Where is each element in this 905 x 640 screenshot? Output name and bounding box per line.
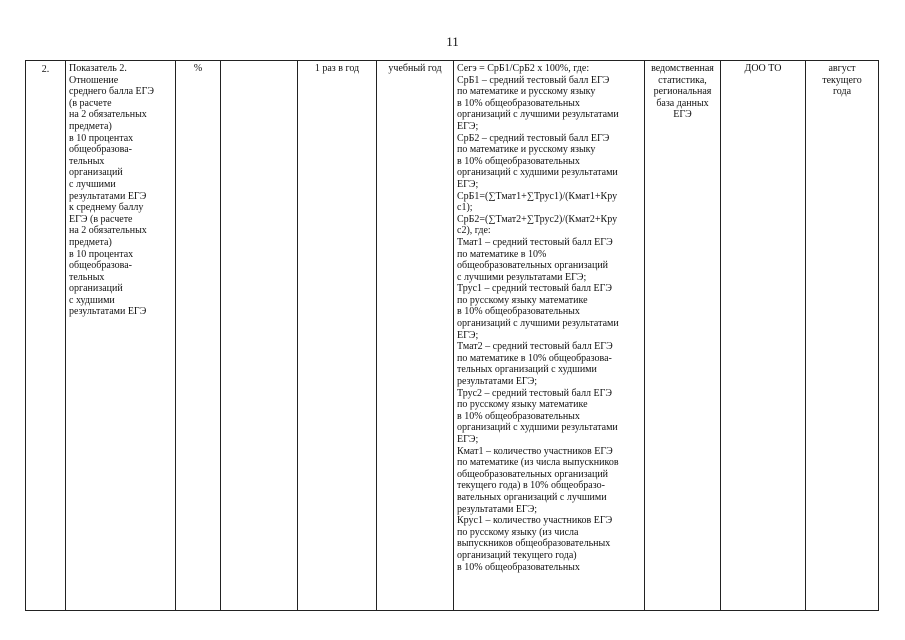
data-source bbox=[648, 63, 717, 121]
indicator-line: среднего балла ЕГЭ bbox=[69, 86, 154, 98]
formula-line: СрБ2=(∑Тмат2+∑Трус2)/(Кмат2+Кру bbox=[457, 213, 618, 225]
row-number-cell: 2. bbox=[26, 61, 66, 611]
indicator-line: предмета) bbox=[69, 120, 112, 132]
formula-line: выпускников общеобразовательных bbox=[457, 538, 611, 550]
formula-line: в 10% общеобразовательных bbox=[457, 410, 580, 422]
indicator-line: в 10 процентах bbox=[69, 132, 134, 144]
data-source-line: региональная bbox=[653, 86, 712, 98]
frequency-cell: 1 раз в год bbox=[298, 61, 377, 611]
formula-line: Трус1 – средний тестовый балл ЕГЭ bbox=[457, 283, 613, 295]
indicator-line: в 10 процентах bbox=[69, 248, 134, 260]
formula-line: по математике в 10% bbox=[457, 248, 547, 260]
indicator-line: ЕГЭ (в расчете bbox=[69, 213, 133, 225]
indicator-line: тельных bbox=[69, 155, 105, 167]
formula-line: общеобразовательных организаций bbox=[457, 260, 609, 272]
indicator-line: общеобразова- bbox=[69, 144, 133, 156]
deadline-line: года bbox=[832, 86, 852, 98]
formula-line: организаций с лучшими результатами bbox=[457, 109, 619, 121]
formula-line: с2), где: bbox=[457, 225, 491, 237]
indicator-line: результатами ЕГЭ bbox=[69, 306, 147, 318]
indicator-line: организаций bbox=[69, 167, 123, 179]
indicator-line: с худшими bbox=[69, 294, 115, 306]
data-source-line: ЕГЭ bbox=[673, 109, 692, 121]
deadline-line: текущего bbox=[822, 74, 862, 86]
indicator-line: (в расчете bbox=[69, 97, 112, 109]
formula-line: по русскому языку математике bbox=[457, 399, 588, 411]
deadline-cell bbox=[806, 61, 879, 611]
formula-line: по математике и русскому языку bbox=[457, 144, 596, 156]
indicator-line: к среднему баллу bbox=[69, 202, 144, 214]
period-cell: учебный год bbox=[377, 61, 454, 611]
formula-line: Трус2 – средний тестовый балл ЕГЭ bbox=[457, 387, 613, 399]
formula-line: вательных организаций с лучшими bbox=[457, 491, 607, 503]
formula-line: ЕГЭ; bbox=[457, 434, 479, 445]
indicator-line: результатами ЕГЭ bbox=[69, 190, 147, 202]
indicator-line: общеобразова- bbox=[69, 260, 133, 272]
formula-line: организаций с худшими результатами bbox=[457, 422, 618, 434]
indicator-line: Отношение bbox=[69, 74, 119, 86]
formula-line: общеобразовательных организаций bbox=[457, 468, 609, 480]
formula-line: результатами ЕГЭ; bbox=[457, 503, 538, 515]
formula-line: ЕГЭ; bbox=[457, 329, 479, 341]
page-number: 11 bbox=[446, 34, 459, 49]
formula-line: в 10% общеобразовательных bbox=[457, 97, 580, 109]
formula-line: по русскому языку (из числа bbox=[457, 526, 579, 538]
data-source-line: статистика, bbox=[658, 74, 707, 86]
table-row bbox=[26, 61, 879, 611]
responsible-cell: ДОО ТО bbox=[721, 61, 806, 611]
formula-text bbox=[457, 63, 641, 573]
deadline bbox=[809, 63, 875, 98]
formula-line: СрБ1 – средний тестовый балл ЕГЭ bbox=[457, 74, 610, 86]
indicator-line: организаций bbox=[69, 283, 123, 295]
indicator-line: Показатель 2. bbox=[69, 63, 127, 74]
formula-line: текущего года) в 10% общеобразо- bbox=[457, 480, 605, 492]
formula-line: по математике и русскому языку bbox=[457, 86, 596, 98]
formula-line: организаций с худшими результатами bbox=[457, 167, 618, 179]
unit-cell: % bbox=[176, 61, 221, 611]
indicator-line: с лучшими bbox=[69, 178, 116, 190]
formula-line: с лучшими результатами ЕГЭ; bbox=[457, 271, 587, 283]
indicator-line: тельных bbox=[69, 271, 105, 283]
formula-line: в 10% общеобразовательных bbox=[457, 561, 580, 573]
deadline-line: август bbox=[828, 63, 856, 74]
data-source-line: база данных bbox=[656, 97, 709, 109]
formula-line: в 10% общеобразовательных bbox=[457, 155, 580, 167]
formula-line: с1); bbox=[457, 202, 473, 214]
formula-line: по математике (из числа выпускников bbox=[457, 457, 619, 469]
formula-line: ЕГЭ; bbox=[457, 178, 479, 190]
formula-line: Сегэ = СрБ1/СрБ2 x 100%, где: bbox=[457, 63, 590, 74]
formula-line: Тмат2 – средний тестовый балл ЕГЭ bbox=[457, 341, 613, 353]
formula-line: Кмат1 – количество участников ЕГЭ bbox=[457, 445, 613, 457]
formula-line: результатами ЕГЭ; bbox=[457, 376, 538, 388]
indicator-name bbox=[69, 63, 172, 318]
indicator-table bbox=[25, 60, 879, 611]
empty-cell bbox=[221, 61, 298, 611]
indicator-line: предмета) bbox=[69, 236, 112, 248]
formula-line: ЕГЭ; bbox=[457, 120, 479, 132]
formula-line: в 10% общеобразовательных bbox=[457, 306, 580, 318]
formula-line: СрБ1=(∑Тмат1+∑Трус1)/(Кмат1+Кру bbox=[457, 190, 618, 202]
formula-cell bbox=[454, 61, 645, 611]
formula-line: по математике в 10% общеобразова- bbox=[457, 352, 612, 364]
indicator-line: на 2 обязательных bbox=[69, 109, 147, 121]
formula-line: Крус1 – количество участников ЕГЭ bbox=[457, 515, 613, 527]
indicator-name-cell bbox=[66, 61, 176, 611]
formula-line: по русскому языку математике bbox=[457, 294, 588, 306]
data-source-line: ведомственная bbox=[651, 63, 714, 74]
formula-line: Тмат1 – средний тестовый балл ЕГЭ bbox=[457, 236, 613, 248]
formula-line: организаций текущего года) bbox=[457, 549, 577, 561]
formula-line: организаций с лучшими результатами bbox=[457, 318, 619, 330]
formula-line: СрБ2 – средний тестовый балл ЕГЭ bbox=[457, 132, 610, 144]
formula-line: тельных организаций с худшими bbox=[457, 364, 597, 376]
data-source-cell bbox=[645, 61, 721, 611]
indicator-line: на 2 обязательных bbox=[69, 225, 147, 237]
